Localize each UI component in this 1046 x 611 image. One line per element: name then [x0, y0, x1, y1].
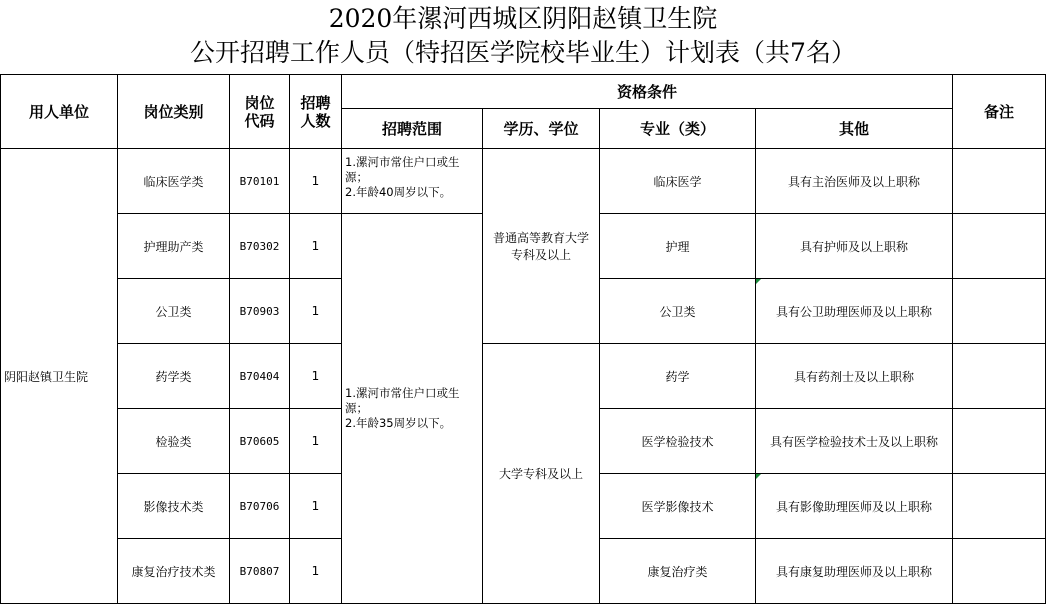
header-education: 学历、学位	[483, 109, 600, 149]
range-cell	[342, 214, 483, 604]
range-line: 1.漯河市常住户口或生源；	[345, 386, 460, 415]
code-cell: B70706	[230, 474, 290, 539]
header-major: 专业（类）	[600, 109, 756, 149]
range-line: 1.漯河市常住户口或生源；	[345, 155, 460, 184]
header-code: 岗位代码	[230, 75, 290, 149]
category-cell: 影像技术类	[118, 474, 230, 539]
major-cell: 药学	[600, 344, 756, 409]
education-cell: 普通高等教育大学专科及以上	[483, 149, 600, 344]
remark-cell	[953, 474, 1046, 539]
category-cell: 检验类	[118, 409, 230, 474]
header-count: 招聘人数	[290, 75, 342, 149]
remark-cell	[953, 149, 1046, 214]
code-cell: B70807	[230, 539, 290, 604]
other-cell: 具有护师及以上职称	[756, 214, 953, 279]
category-cell: 护理助产类	[118, 214, 230, 279]
range-line: 2.年龄35周岁以下。	[345, 416, 452, 430]
code-cell: B70903	[230, 279, 290, 344]
count-cell: 1	[290, 539, 342, 604]
remark-cell	[953, 409, 1046, 474]
table-row	[1, 344, 1046, 409]
remark-cell	[953, 539, 1046, 604]
major-cell: 护理	[600, 214, 756, 279]
header-range: 招聘范围	[342, 109, 483, 149]
header-remark: 备注	[953, 75, 1046, 149]
recruitment-plan-table	[0, 74, 1046, 604]
unit-name-cell: 阴阳赵镇卫生院	[1, 149, 118, 604]
other-cell: 具有康复助理医师及以上职称	[756, 539, 953, 604]
other-cell: 具有影像助理医师及以上职称	[756, 474, 953, 539]
category-cell: 临床医学类	[118, 149, 230, 214]
header-qualifications: 资格条件	[342, 75, 953, 109]
range-line: 2.年龄40周岁以下。	[345, 185, 452, 199]
other-cell: 具有药剂士及以上职称	[756, 344, 953, 409]
remark-cell	[953, 279, 1046, 344]
major-cell: 临床医学	[600, 149, 756, 214]
document-subtitle: 公开招聘工作人员（特招医学院校毕业生）计划表（共7名）	[190, 38, 856, 67]
major-cell: 公卫类	[600, 279, 756, 344]
code-cell: B70101	[230, 149, 290, 214]
other-cell: 具有主治医师及以上职称	[756, 149, 953, 214]
code-cell: B70302	[230, 214, 290, 279]
major-cell: 医学检验技术	[600, 409, 756, 474]
header-unit: 用人单位	[1, 75, 118, 149]
other-cell: 具有医学检验技术士及以上职称	[756, 409, 953, 474]
count-cell: 1	[290, 474, 342, 539]
header-other: 其他	[756, 109, 953, 149]
count-cell: 1	[290, 149, 342, 214]
range-cell	[342, 149, 483, 214]
education-cell: 大学专科及以上	[483, 344, 600, 604]
count-cell: 1	[290, 214, 342, 279]
category-cell: 公卫类	[118, 279, 230, 344]
category-cell: 药学类	[118, 344, 230, 409]
remark-cell	[953, 344, 1046, 409]
count-cell: 1	[290, 279, 342, 344]
count-cell: 1	[290, 409, 342, 474]
count-cell: 1	[290, 344, 342, 409]
major-cell: 医学影像技术	[600, 474, 756, 539]
category-cell: 康复治疗技术类	[118, 539, 230, 604]
remark-cell	[953, 214, 1046, 279]
major-cell: 康复治疗类	[600, 539, 756, 604]
table-row	[1, 149, 1046, 214]
header-category: 岗位类别	[118, 75, 230, 149]
code-cell: B70605	[230, 409, 290, 474]
document-title: 2020年漯河西城区阴阳赵镇卫生院	[328, 4, 718, 33]
code-cell: B70404	[230, 344, 290, 409]
other-cell: 具有公卫助理医师及以上职称	[756, 279, 953, 344]
